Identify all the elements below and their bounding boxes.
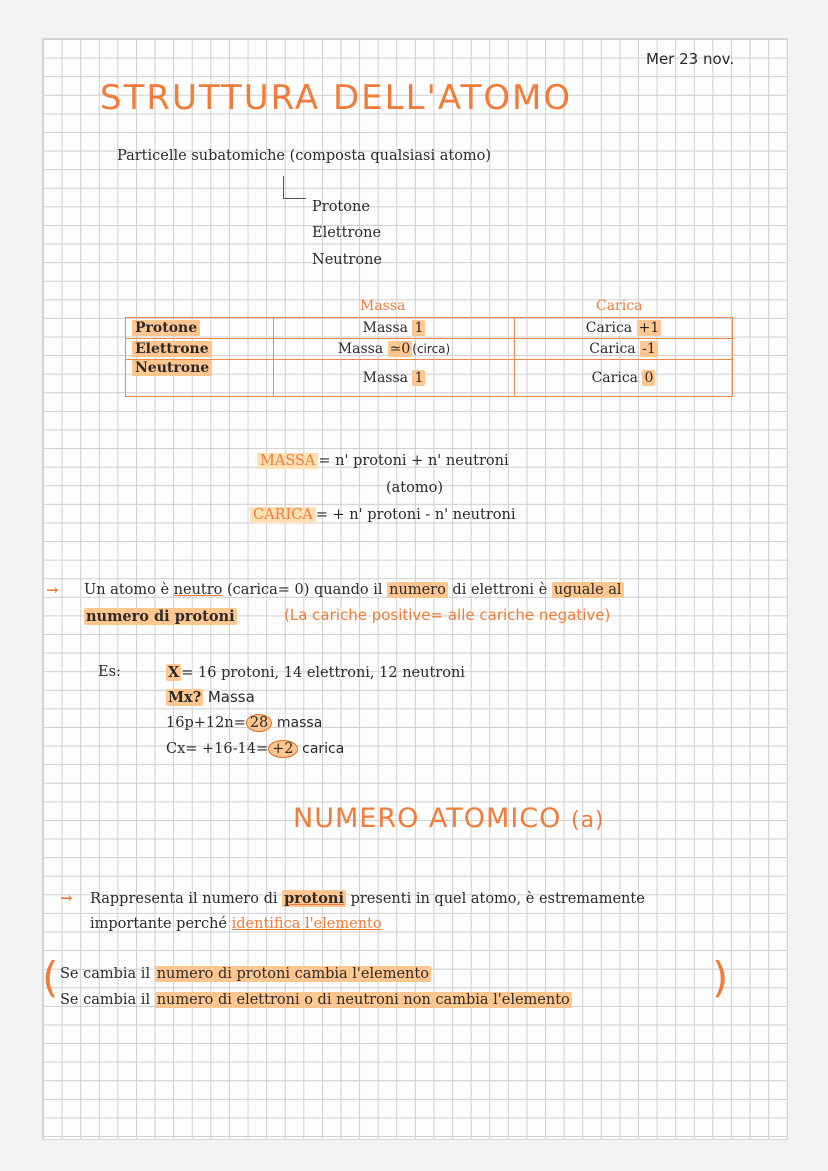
- table-row: [126, 360, 733, 397]
- branch-connector: [283, 176, 306, 199]
- massa-label: MASSA: [257, 453, 318, 469]
- example-mx-line: [166, 688, 255, 706]
- rule-highlight: numero di protoni cambia l'elemento: [156, 966, 429, 982]
- intro-line: Particelle subatomiche (composta qualsiasi atomo): [117, 148, 492, 164]
- section-title-symbol: (a): [570, 808, 605, 833]
- calc2-expression: Cx= +16-14=: [166, 741, 269, 757]
- rule-highlight: numero di elettroni o di neutroni non cambia l'elemento: [156, 992, 570, 1008]
- rule-protons: [60, 966, 431, 982]
- neutral-word: neutro: [173, 582, 223, 598]
- neutral-note: (La cariche positive= alle cariche negative): [284, 606, 611, 624]
- rule-text: Se cambia il: [60, 992, 151, 1008]
- massa-value: 1: [414, 370, 424, 386]
- particle-protone: Protone: [312, 199, 370, 215]
- header-massa: Massa: [360, 298, 406, 314]
- protoni-word: protoni: [284, 890, 344, 907]
- calc1-result: 28: [246, 714, 272, 732]
- example-calc-1: [166, 714, 322, 732]
- massa-equation: = n' protoni + n' neutroni: [318, 453, 509, 469]
- numero-highlight: numero: [389, 582, 446, 598]
- carica-equation: = + n' protoni - n' neutroni: [315, 507, 516, 523]
- example-label: Es:: [98, 664, 121, 680]
- massa-note: (circa): [412, 342, 451, 356]
- carica-text: Carica: [589, 341, 636, 357]
- neutral-line-2: [84, 608, 237, 625]
- carica-value: -1: [642, 341, 656, 357]
- date-note: Mer 23 nov.: [646, 50, 735, 68]
- particle-elettrone: Elettrone: [312, 225, 382, 241]
- identifica-link-text: identifica l'elemento: [231, 916, 382, 932]
- calc2-result: +2: [268, 740, 297, 758]
- mx-note: Massa: [207, 688, 255, 706]
- atomic-text: importante perché: [90, 916, 227, 932]
- massa-text: Massa: [337, 341, 384, 357]
- section-title-text: NUMERO ATOMICO: [293, 803, 562, 834]
- page-title: STRUTTURA DELL'ATOMO: [100, 78, 573, 118]
- atomic-line-2: [90, 916, 382, 932]
- carica-value: 0: [644, 370, 654, 386]
- left-bracket: (: [42, 953, 59, 1002]
- table-row: [126, 339, 733, 360]
- table-row: [126, 318, 733, 339]
- carica-text: Carica: [585, 320, 633, 336]
- calc1-expression: 16p+12n=: [166, 715, 246, 731]
- neutral-line-1: [84, 582, 624, 598]
- right-bracket: ): [712, 953, 729, 1002]
- neutral-text: di elettroni è: [452, 582, 548, 598]
- carica-text: Carica: [591, 370, 639, 386]
- carica-value: +1: [638, 320, 660, 336]
- neutral-text: Un atomo è: [84, 582, 170, 598]
- carica-formula: [250, 507, 515, 523]
- row-name: Neutrone: [132, 360, 212, 376]
- uguale-highlight: uguale al: [553, 582, 622, 598]
- calc2-note: carica: [302, 741, 345, 757]
- row-name: Elettrone: [132, 341, 212, 357]
- example-x-line: [166, 664, 465, 681]
- x-variable: X: [168, 664, 180, 681]
- x-description: = 16 protoni, 14 elettroni, 12 neutroni: [181, 665, 465, 681]
- protoni-highlight: numero di protoni: [86, 608, 235, 625]
- section-title: [293, 803, 605, 834]
- arrow-icon: →: [60, 889, 73, 907]
- carica-label: CARICA: [250, 507, 316, 523]
- atomic-text: Rappresenta il numero di: [90, 891, 278, 907]
- massa-text: Massa: [362, 320, 409, 336]
- header-carica: Carica: [596, 298, 643, 314]
- massa-value: ≃0: [389, 341, 411, 357]
- rule-text: Se cambia il: [60, 966, 151, 982]
- arrow-icon: →: [46, 581, 59, 599]
- massa-formula: [257, 453, 509, 469]
- massa-text: Massa: [362, 370, 409, 386]
- massa-value: 1: [414, 320, 424, 336]
- atomic-text: presenti in quel atomo, è estremamente: [350, 891, 645, 907]
- row-name: Protone: [132, 320, 200, 336]
- neutral-text: (carica= 0) quando il: [227, 582, 383, 598]
- calc1-note: massa: [276, 715, 323, 731]
- example-calc-2: [166, 740, 344, 758]
- particle-table: [125, 317, 733, 397]
- particle-neutrone: Neutrone: [312, 252, 383, 268]
- atomo-note: (atomo): [386, 480, 443, 496]
- mx-question: Mx?: [168, 689, 202, 706]
- rule-electrons: [60, 992, 572, 1008]
- atomic-line-1: [90, 890, 645, 907]
